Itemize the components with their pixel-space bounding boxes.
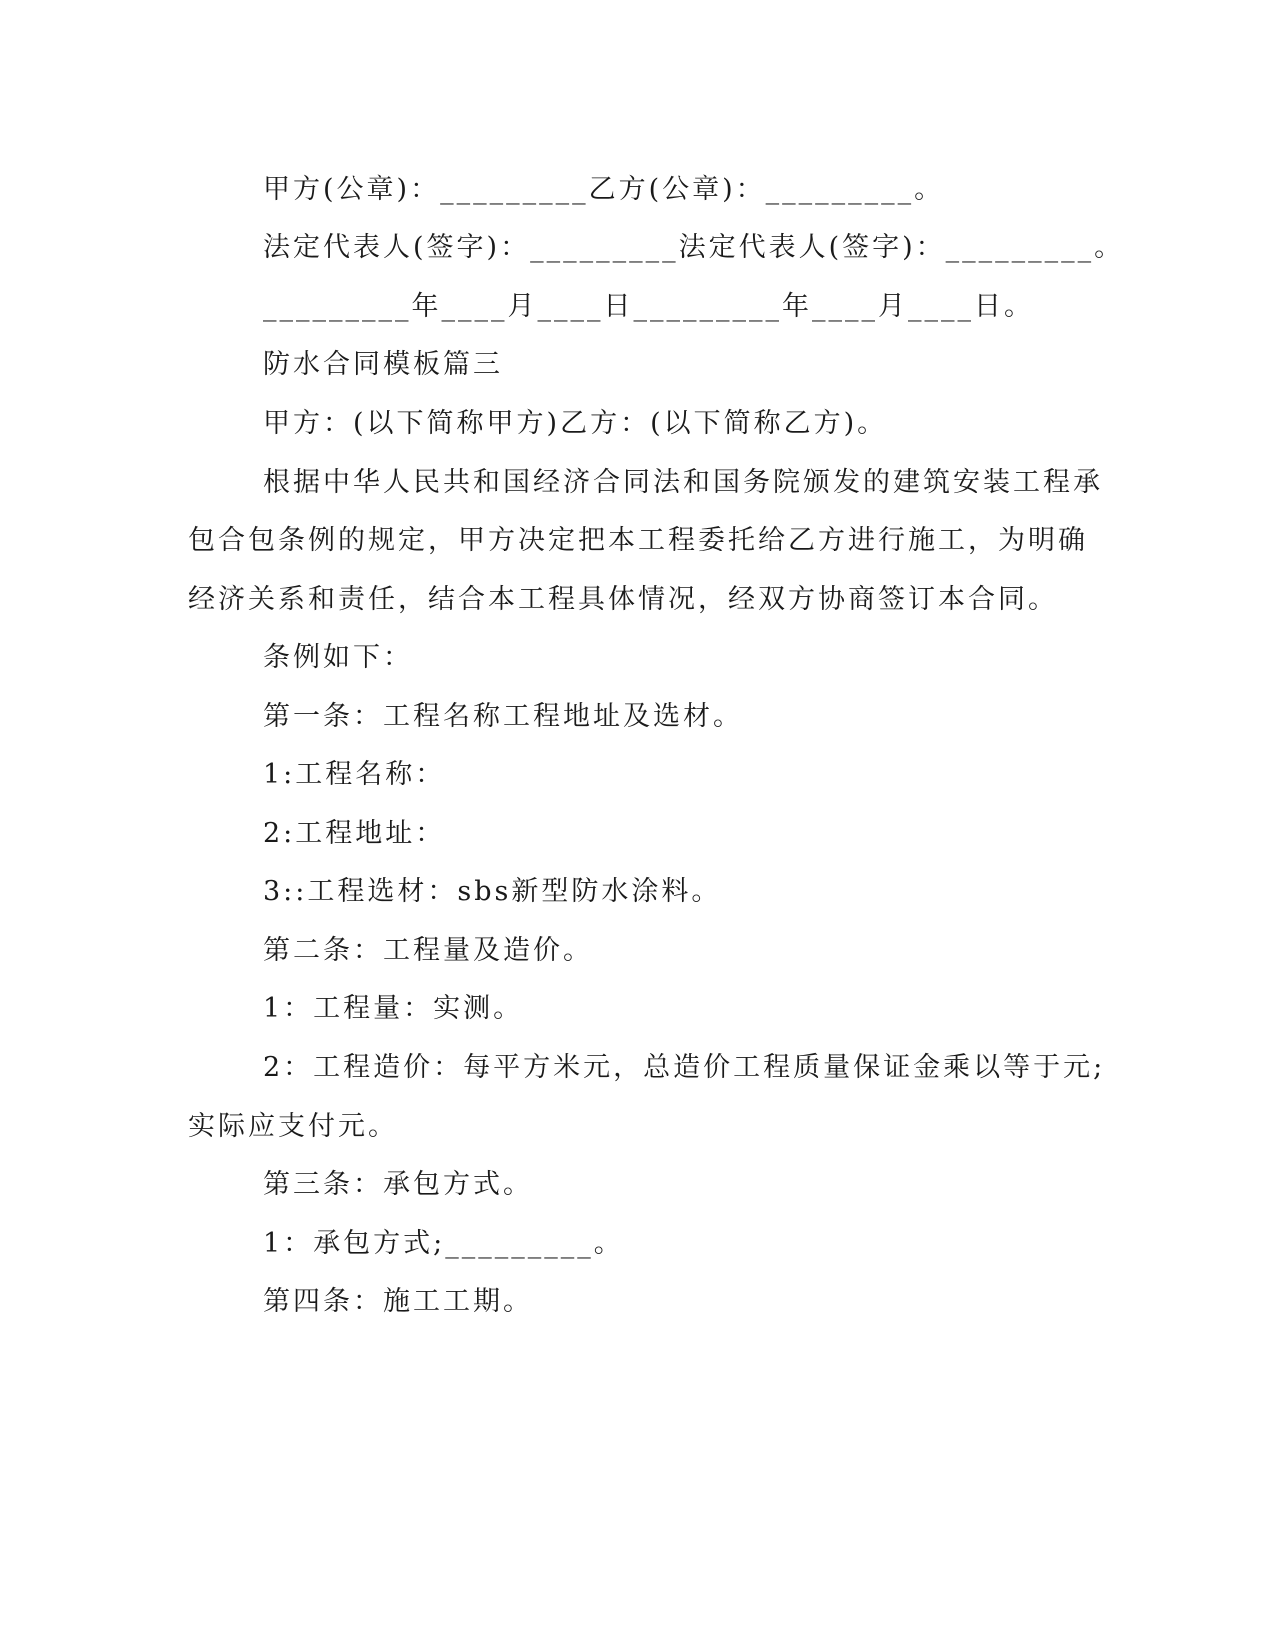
paragraph-line: 经济关系和责任，结合本工程具体情况，经双方协商签订本合同。	[188, 584, 1058, 615]
list-item: 2：工程造价：每平方米元，总造价工程质量保证金乘以等于元;	[263, 1052, 1106, 1083]
list-item: 1:工程名称：	[263, 759, 446, 790]
signature-line-seal: 甲方(公章)：_________乙方(公章)：_________。	[263, 174, 945, 205]
article-heading: 第二条：工程量及造价。	[263, 935, 593, 966]
article-heading: 第一条：工程名称工程地址及选材。	[263, 701, 743, 732]
paragraph-line: 包合包条例的规定，甲方决定把本工程委托给乙方进行施工，为明确	[188, 525, 1088, 556]
list-item: 1：承包方式;_________。	[263, 1228, 624, 1259]
parties-line: 甲方：(以下简称甲方)乙方：(以下简称乙方)。	[263, 408, 888, 439]
date-line: _________年____月____日_________年____月____日。	[263, 291, 1034, 322]
paragraph-line: 实际应支付元。	[188, 1111, 398, 1142]
article-heading: 第三条：承包方式。	[263, 1169, 533, 1200]
paragraph-line: 根据中华人民共和国经济合同法和国务院颁发的建筑安装工程承	[263, 467, 1103, 498]
section-heading: 防水合同模板篇三	[263, 349, 503, 380]
paragraph-line: 条例如下：	[263, 642, 413, 673]
list-item: 2:工程地址：	[263, 818, 446, 849]
article-heading: 第四条：施工工期。	[263, 1286, 533, 1317]
list-item: 3::工程选材：sbs新型防水涂料。	[263, 876, 722, 907]
list-item: 1：工程量：实测。	[263, 993, 524, 1024]
signature-line-representative: 法定代表人(签字)：_________法定代表人(签字)：_________。	[263, 232, 1125, 263]
